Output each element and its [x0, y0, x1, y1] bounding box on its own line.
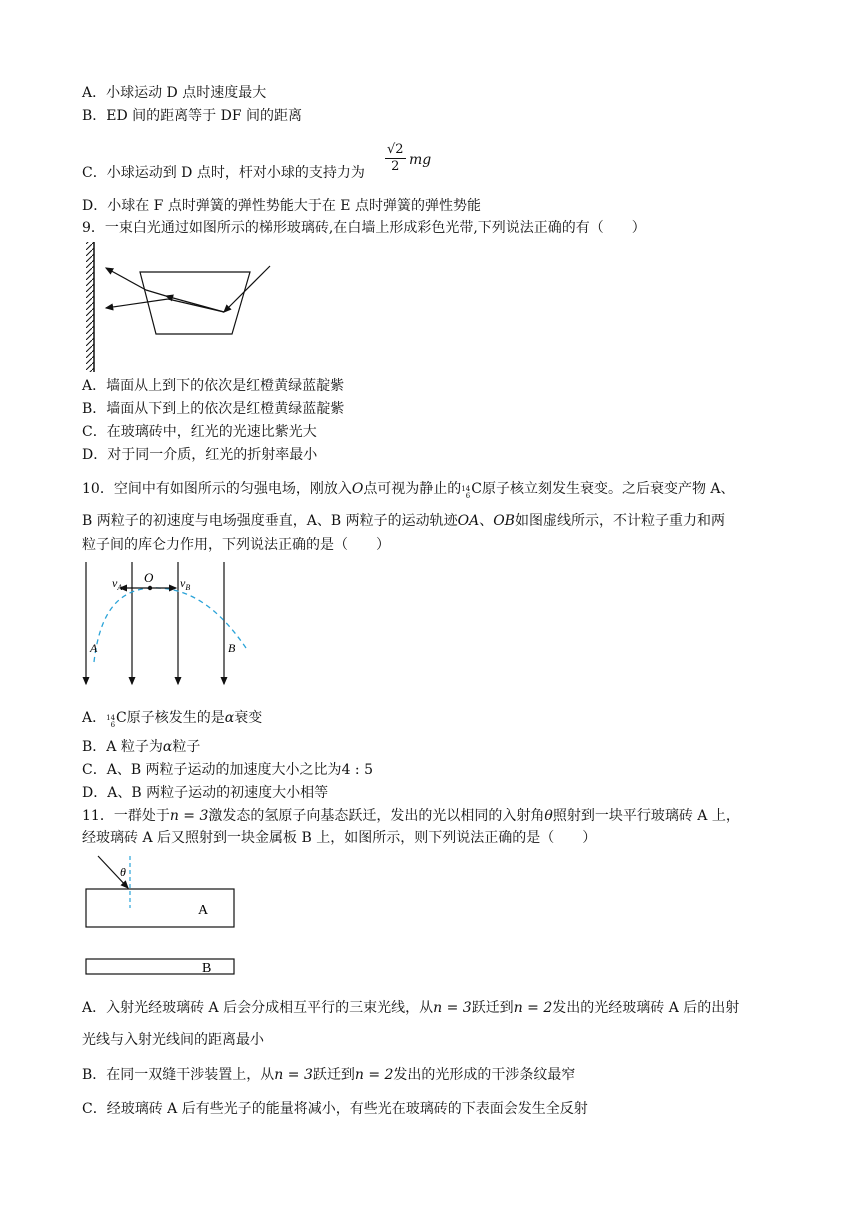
- metal-plate-b: [86, 959, 234, 974]
- q11-option-a-line1: A．入射光经玻璃砖 A 后会分成相互平行的三束光线，从n = 3跃迁到n = 2发出的光经玻璃砖 A 后的出射: [82, 1000, 740, 1016]
- isotope-label: 14 6: [461, 485, 471, 500]
- fraction-denominator: 2: [391, 159, 400, 174]
- q10-field-diagram: [80, 560, 260, 690]
- q11-option-a-line2: 光线与入射光线间的距离最小: [82, 1032, 264, 1048]
- q9-stem: 9．一束白光通过如图所示的梯形玻璃砖,在白墙上形成彩色光带,下列说法正确的有（ ）: [82, 220, 646, 236]
- theta-label: θ: [120, 865, 126, 879]
- emergent-ray-upper-tail: [146, 290, 166, 296]
- q8-option-c: C．小球运动到 D 点时，杆对小球的支持力为: [82, 165, 365, 181]
- glass-brick-a: [86, 889, 234, 927]
- q8-fraction: [385, 142, 406, 175]
- q9-option-a: A．墙面从上到下的依次是红橙黄绿蓝靛紫: [82, 378, 345, 394]
- q11-stem-line2: 经玻璃砖 A 后又照射到一块金属板 B 上，如图所示，则下列说法正确的是（ ）: [82, 830, 597, 846]
- label-va: $v_A$: [112, 576, 123, 592]
- q11-option-b: B．在同一双缝干涉装置上，从n = 3跃迁到n = 2发出的光形成的干涉条纹最窄: [82, 1067, 576, 1083]
- label-a: A: [198, 903, 209, 918]
- label-vb: $v_B$: [180, 576, 191, 592]
- q8-option-a: A．小球运动 D 点时速度最大: [82, 85, 267, 101]
- q10-stem-line1: 10．空间中有如图所示的匀强电场，刚放入O点可视为静止的 14 6 C原子核立刻发生衰变。之后衰变产物 A、: [82, 481, 735, 500]
- label-b: B: [202, 961, 212, 976]
- q9-option-c: C．在玻璃砖中，红光的光速比紫光大: [82, 424, 317, 440]
- fraction-numerator: √2: [387, 142, 404, 157]
- q10-stem-line2: B 两粒子的初速度与电场强度垂直，A、B 两粒子的运动轨迹OA、OB如图虚线所示，不计粒子重力和两: [82, 513, 725, 529]
- q10-option-a: A． 14 6 C原子核发生的是α衰变: [82, 710, 263, 729]
- trajectory-dashed: [94, 588, 246, 662]
- q11-glass-diagram: [80, 852, 250, 982]
- wall-hatch: [86, 242, 94, 372]
- point-o: [148, 586, 152, 590]
- q8-mg: mg: [409, 152, 432, 168]
- q9-option-d: D．对于同一介质，红光的折射率最小: [82, 447, 318, 463]
- q9-prism-diagram: [80, 238, 280, 378]
- emergent-ray-upper: [106, 268, 146, 290]
- q11-option-c: C．经玻璃砖 A 后有些光子的能量将减小，有些光在玻璃砖的下表面会发生全反射: [82, 1101, 588, 1117]
- q8-option-d: D．小球在 F 点时弹簧的弹性势能大于在 E 点时弹簧的弹性势能: [82, 198, 481, 214]
- label-a: A: [90, 641, 98, 655]
- q10-option-d: D．A、B 两粒子运动的初速度大小相等: [82, 785, 329, 801]
- incident-ray: [224, 266, 270, 312]
- q10-stem-line3: 粒子间的库仑力作用，下列说法正确的是（ ）: [82, 537, 390, 553]
- ray-in-glass-lower: [168, 299, 224, 312]
- q11-stem-line1: 11．一群处于n = 3激发态的氢原子向基态跃迁，发出的光以相同的入射角θ照射到一块平行玻璃砖 A 上，: [82, 808, 740, 824]
- q10-option-c: C．A、B 两粒子运动的加速度大小之比为4 : 5: [82, 762, 373, 778]
- label-b: B: [228, 641, 236, 655]
- q10-option-b: B．A 粒子为α粒子: [82, 739, 201, 755]
- emergent-ray-lower: [106, 299, 168, 308]
- label-o: O: [144, 570, 154, 585]
- q8-option-b: B．ED 间的距离等于 DF 间的距离: [82, 108, 303, 124]
- q9-option-b: B．墙面从下到上的依次是红橙黄绿蓝靛紫: [82, 401, 345, 417]
